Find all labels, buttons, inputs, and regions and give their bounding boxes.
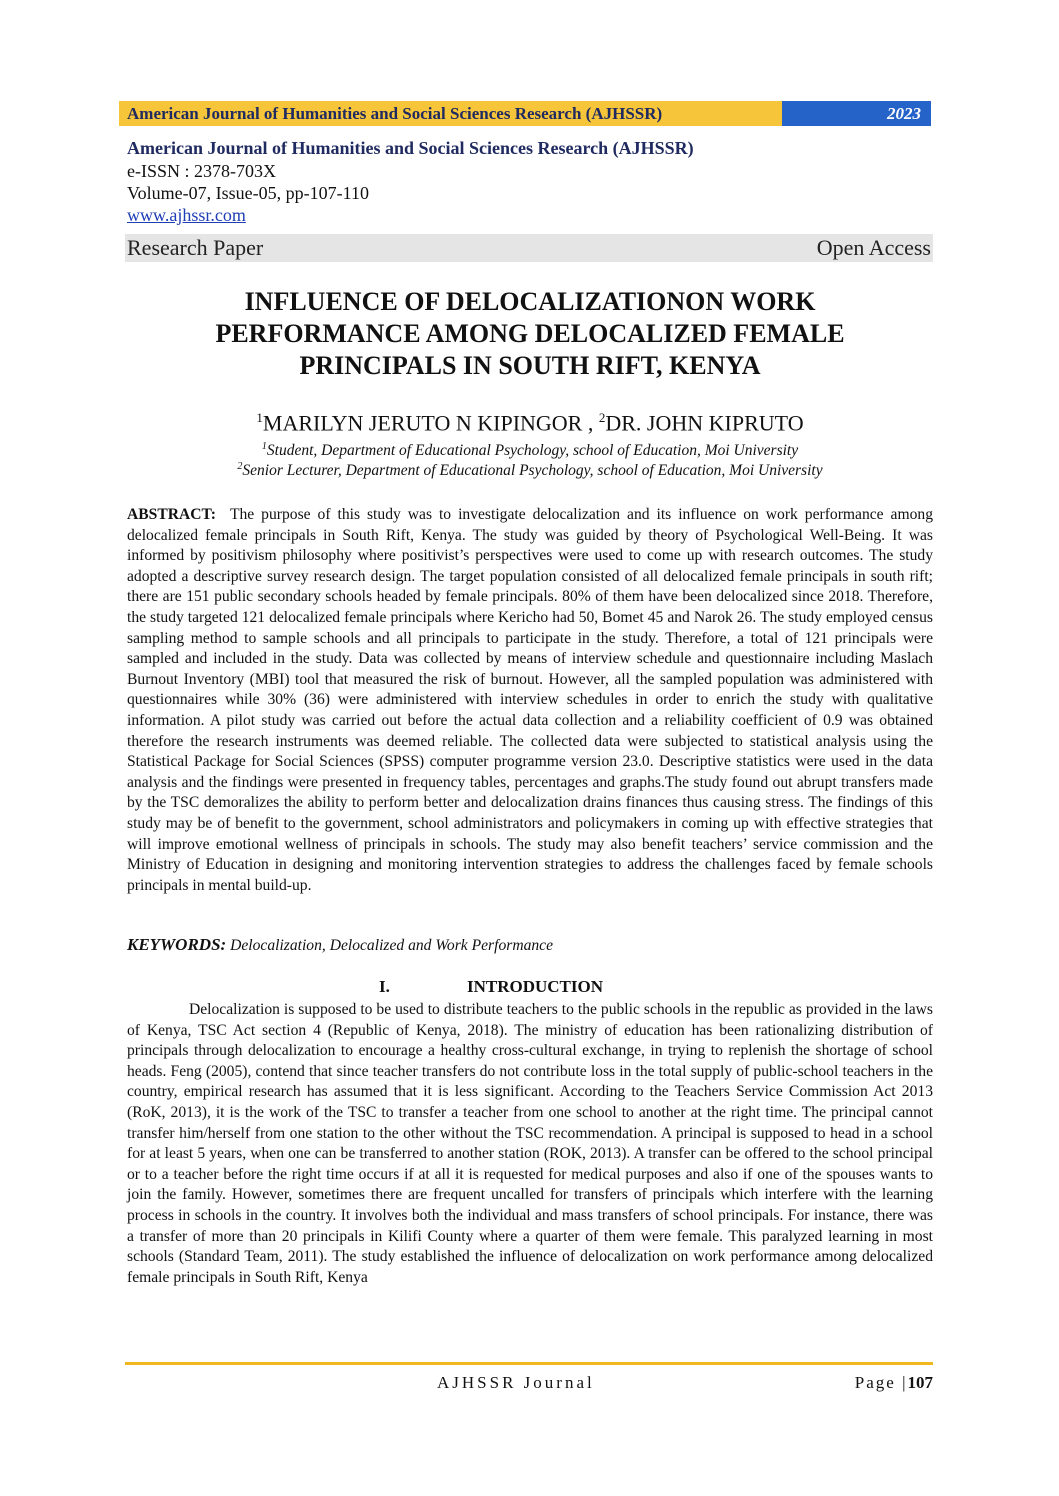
footer-journal: AJHSSR Journal [437,1373,595,1392]
affiliation-2-text: Senior Lecturer, Department of Educational Psychology, school of Education, Moi University [242,462,823,480]
author-2: DR. JOHN KIPRUTO [605,410,804,436]
affiliation-2-marker: 2 [237,461,243,472]
title-line: PRINCIPALS IN SOUTH RIFT, KENYA [299,351,761,380]
affiliation-2 [130,457,930,480]
keywords [127,935,933,956]
page-label: Page | [854,1373,908,1392]
affiliation-1-marker: 1 [261,441,267,452]
issn: e-ISSN : 2378-703X [127,161,276,181]
paper-type-bar [125,234,933,262]
author-1: MARILYN JERUTO N KIPINGOR , [262,410,599,436]
keywords-label: KEYWORDS: [127,935,227,954]
running-header-journal: American Journal of Humanities and Social Sciences Research (AJHSSR) [119,101,782,126]
paper-type: Research Paper [127,235,264,260]
abstract [127,505,933,896]
section-number: I. [379,977,390,996]
open-access-label: Open Access [816,235,931,260]
page-number: 107 [907,1373,933,1392]
introduction-paragraph: Delocalization is supposed to be used to distribute teachers to the public schools in the republic as provided in the laws of Kenya, TSC Act section 4 (Republic of Kenya, 2018). The ministry of education has been rationalizing distribution of principals through delocalization to encourage a healthy cross-cultural exchange, in trying to replenish the shortage of school heads. Feng (2005), contend that since teacher transfers do not contribute loss in the total supply of public-school teachers in the country, empirical research has assumed that it is less significant. According to the Teachers Service Commission Act 2013 (RoK, 2013), it is the work of the TSC to transfer a teacher from one school to another at the right time. The principal cannot transfer him/herself from one station to the other without the TSC recommendation. A principal is supposed to head in a school for at least 5 years, when one can be transferred to another station (ROK, 2013). A transfer can be offered to the school principal or to a teacher before the right time occurs if at all it is requested for medical purposes and also if one of the spouses wants to join the family. However, sometimes there are frequent uncalled for transfers of principals which interfere with the learning process in schools in the country. It involves both the individual and mass transfers of school principals. For instance, there was a transfer of more than 20 principals in Kilifi County where a quarter of them were female. This paralyzed learning in most schools (Standard Team, 2011). The study established the influence of delocalization on work performance among delocalized female principals in South Rift, Kenya [127,1001,933,1286]
title-line: PERFORMANCE AMONG DELOCALIZED FEMALE [215,319,845,348]
running-header [119,101,931,126]
section-title: INTRODUCTION [467,977,604,996]
footer-page [855,1373,933,1393]
abstract-text: The purpose of this study was to investigate delocalization and its influence on work performance among delocalized female principals in South Rift, Kenya. The study was guided by theory of Psychological Well-Being. It was informed by positivism philosophy where positivist’s perspectives were used to come up with research outcomes. The study adopted a descriptive survey research design. The target population consisted of all delocalized female principals in south rift; there are 151 public secondary schools headed by female principals. 80% of them have been delocalized since 2018. Therefore, the study targeted 121 delocalized female principals where Kericho had 50, Bomet 45 and Narok 26. The study employed census sampling method to sample schools and all principals to participate in the study. Therefore, a total of 121 principals were sampled and included in the study. Data was collected by means of interview schedule and questionnaire including Maslach Burnout Inventory (MBI) tool that measured the risk of burnout. However, all the sampled population was administered with questionnaires while 30% (36) were administered with interview schedules in order to enrich the study with qualitative information. A pilot study was carried out before the actual data collection and a reliability coefficient of 0.9 was obtained therefore the research instruments was deemed reliable. The collected data were subjected to statistical analysis using the Statistical Package for Social Sciences (SPSS) computer programme version 23.0. Descriptive statistics were used in the data analysis and the findings were presented in frequency tables, percentages and graphs.The study found out abrupt transfers made by the TSC demoralizes the ability to perform better and delocalization drains finances thus causing stress. The findings of this study may be of benefit to the government, school administrators and policymakers in coming up with effective strategies that will improve emotional wellness of principals in schools. The study may also benefit teachers’ service commission and the Ministry of Education in designing and monitoring intervention strategies to address the challenges faced by female schools principals in mental build-up. [127,506,933,894]
author-1-marker: 1 [256,410,263,425]
volume-info: Volume-07, Issue-05, pp-107-110 [127,183,369,203]
journal-website-link[interactable]: www.ajhssr.com [127,205,246,225]
running-header-year: 2023 [782,101,931,126]
journal-meta [127,136,933,226]
author-2-marker: 2 [598,410,606,425]
footer-rule [125,1362,933,1365]
paper-title [130,286,930,382]
affiliation-1-text: Student, Department of Educational Psychology, school of Education, Moi University [266,442,799,460]
title-line: INFLUENCE OF DELOCALIZATIONON WORK [244,287,816,316]
author-list [130,404,930,437]
abstract-label: ABSTRACT: [127,506,216,523]
journal-name: American Journal of Humanities and Social Sciences Research (AJHSSR) [127,138,694,158]
keywords-text: Delocalization, Delocalized and Work Performance [226,937,554,954]
page-footer [125,1373,933,1397]
